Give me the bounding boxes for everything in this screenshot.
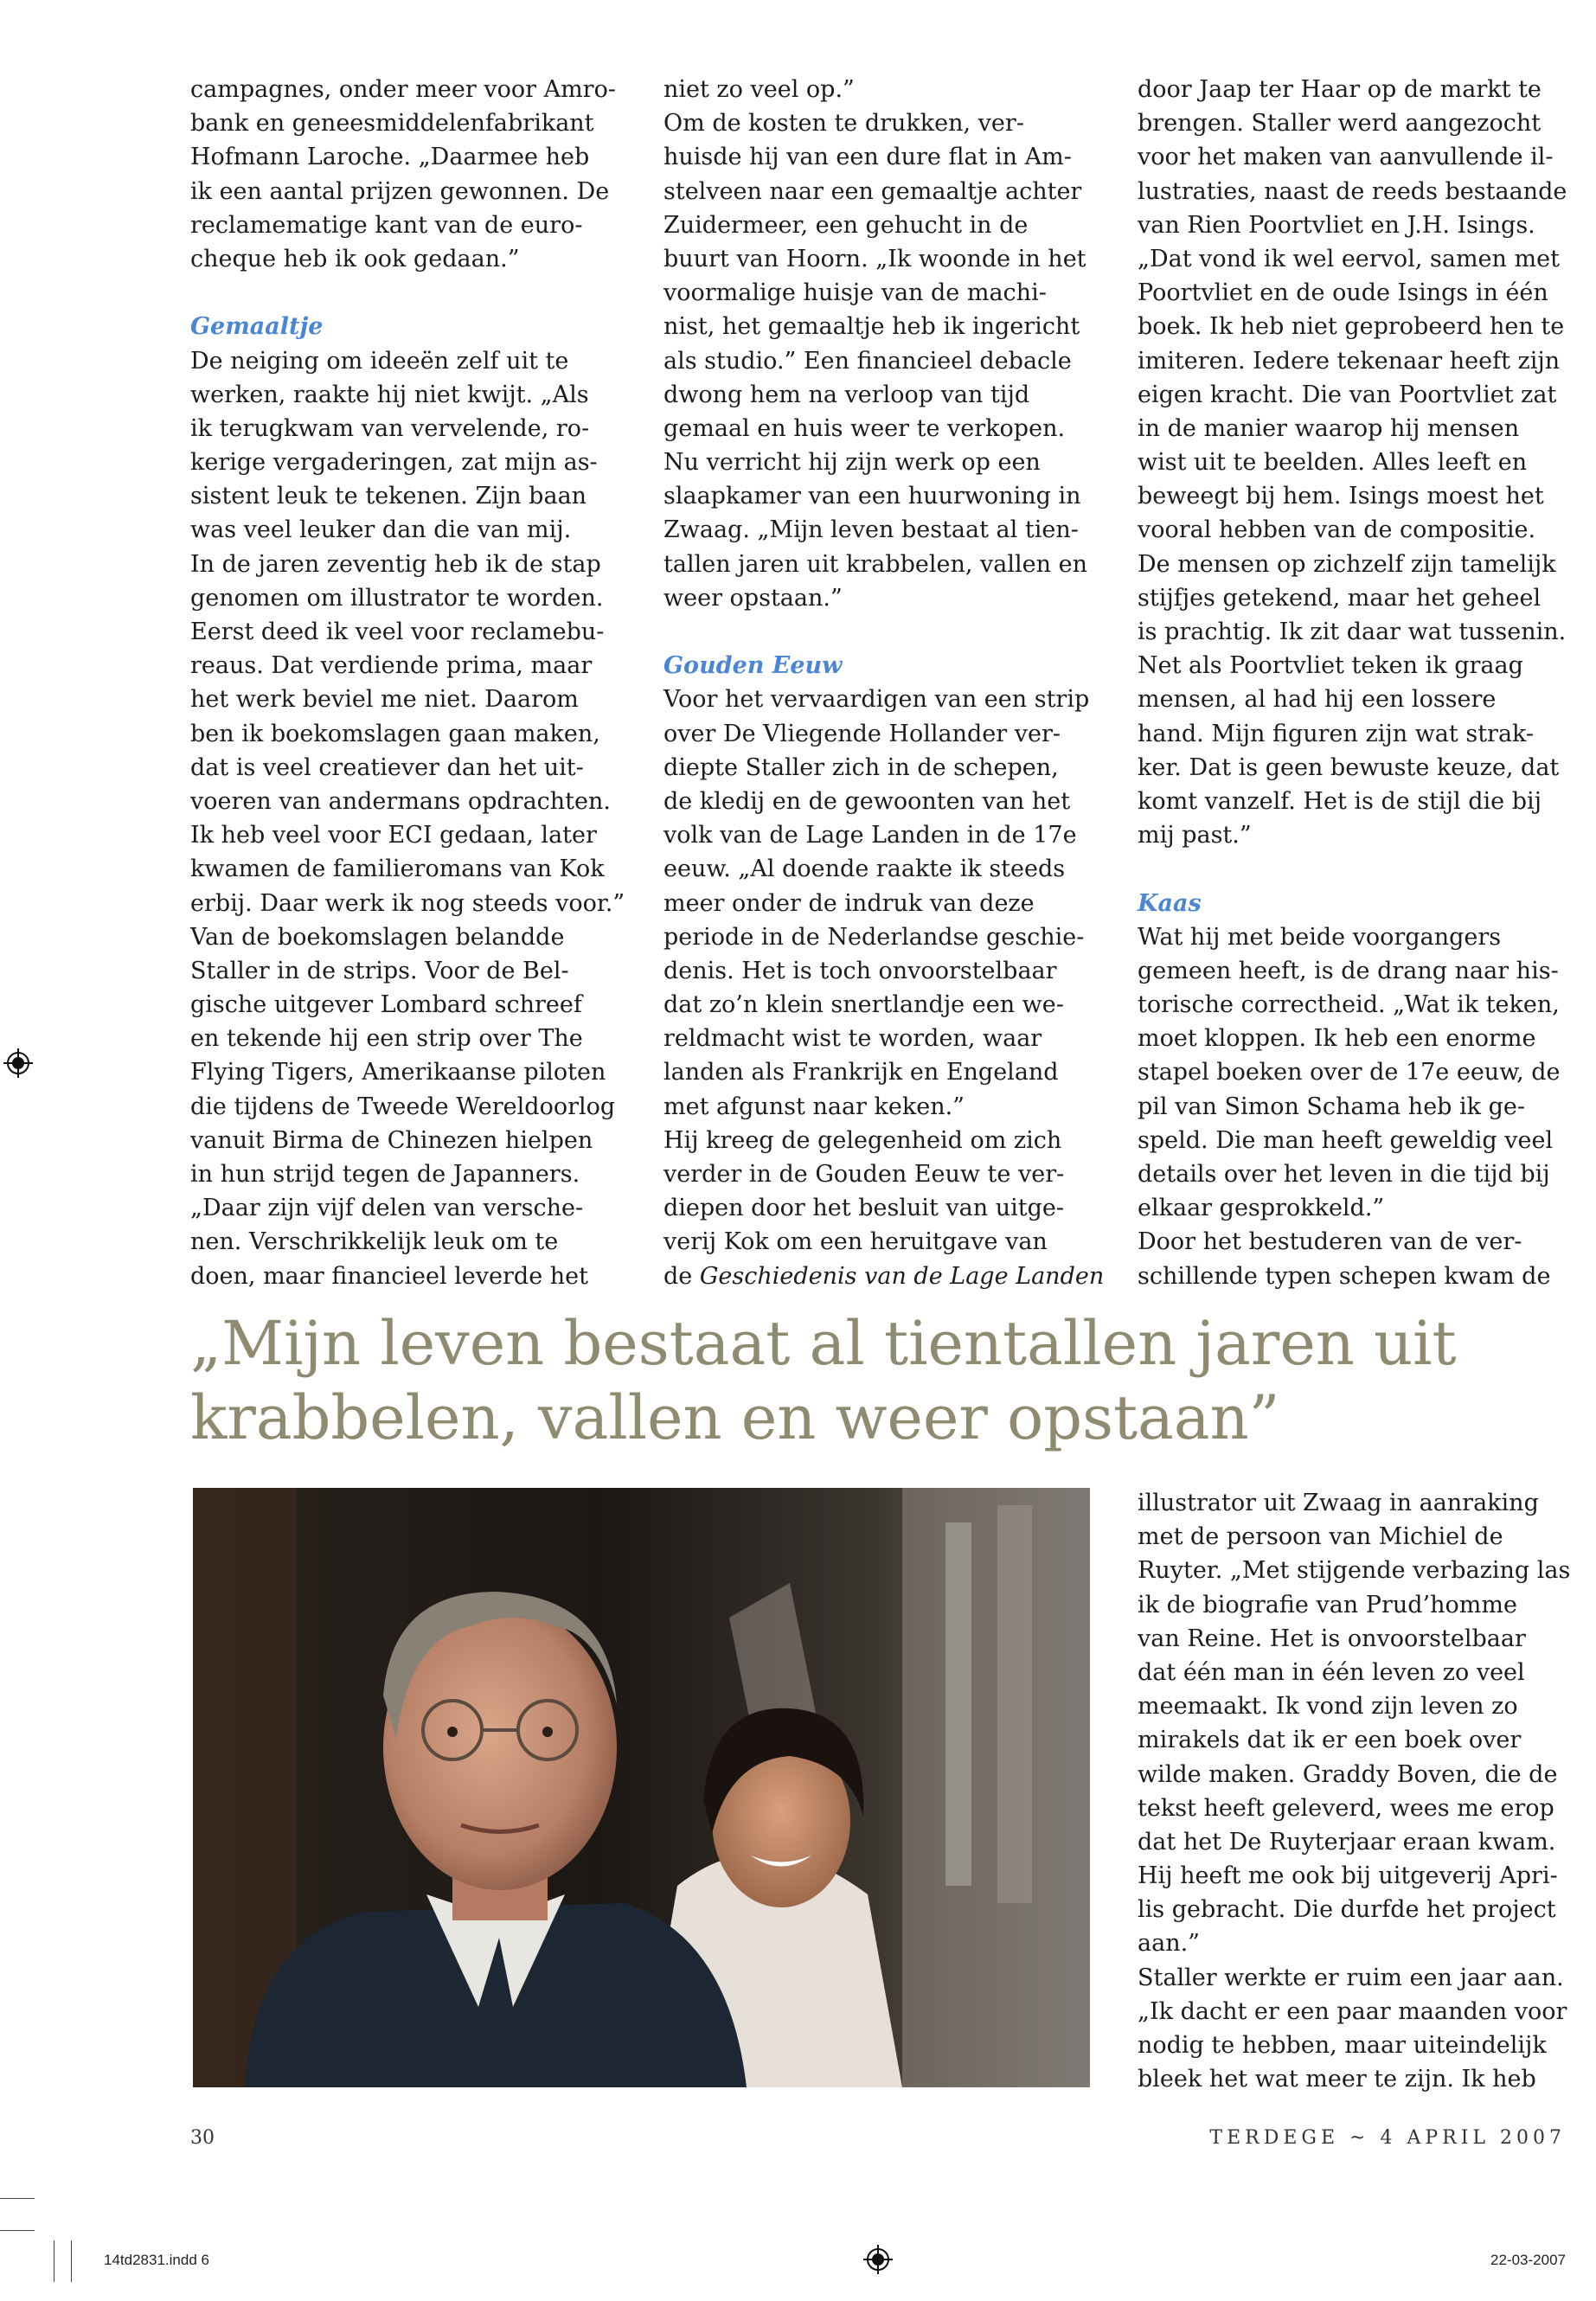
- pull-quote-line-1: „Mijn leven bestaat al tientallen jaren uit: [190, 1308, 1457, 1379]
- text-line: het werk beviel me niet. Daarom: [190, 686, 579, 714]
- pull-quote-line-2: krabbelen, vallen en weer opstaan”: [190, 1382, 1280, 1453]
- text-line: met de persoon van Michiel de: [1138, 1523, 1503, 1551]
- text-line: meemaakt. Ik vond zijn leven zo: [1138, 1693, 1518, 1721]
- text-line: landen als Frankrijk en Engeland: [663, 1059, 1059, 1086]
- text-line: denis. Het is toch onvoorstelbaar: [663, 957, 1057, 984]
- text-line: verij Kok om een heruitgave van: [663, 1228, 1048, 1256]
- text-line: stijfjes getekend, maar het geheel: [1138, 584, 1542, 612]
- text-line: Zwaag. „Mijn leven bestaat al tien-: [663, 516, 1079, 544]
- section-heading: Gouden Eeuw: [663, 652, 843, 680]
- text-line: lis gebracht. Die durfde het project: [1138, 1896, 1556, 1924]
- text-line: van Reine. Het is onvoorstelbaar: [1138, 1625, 1526, 1652]
- text-line: torische correctheid. „Wat ik teken,: [1138, 991, 1560, 1019]
- crop-mark-horizontal-1: [0, 2198, 35, 2199]
- text-line: weer opstaan.”: [663, 584, 843, 612]
- text-line: reldmacht wist te worden, waar: [663, 1025, 1042, 1053]
- text-line: nist, het gemaaltje heb ik ingericht: [663, 313, 1080, 341]
- text-line: Flying Tigers, Amerikaanse piloten: [190, 1059, 606, 1086]
- text-line: wist uit te beelden. Alles leeft en: [1138, 449, 1528, 477]
- text-line: Net als Poortvliet teken ik graag: [1138, 652, 1523, 680]
- crop-mark-horizontal-2: [0, 2230, 35, 2231]
- text-line: mirakels dat ik er een boek over: [1138, 1727, 1522, 1754]
- text-line: Staller werkte er ruim een jaar aan.: [1138, 1964, 1564, 1991]
- paragraph-gap: [1138, 852, 1574, 886]
- text-line: details over het leven in die tijd bij: [1138, 1161, 1550, 1188]
- text-line: verder in de Gouden Eeuw te ver-: [663, 1161, 1065, 1188]
- text-line: was veel leuker dan die van mij.: [190, 516, 572, 544]
- text-line: kerige vergaderingen, zat mijn as-: [190, 449, 598, 477]
- text-line: illustrator uit Zwaag in aanraking: [1138, 1490, 1539, 1516]
- text-line: sistent leuk te tekenen. Zijn baan: [190, 483, 587, 510]
- text-line: gemeen heeft, is de drang naar his-: [1138, 957, 1559, 984]
- text-line: komt vanzelf. Het is de stijl die bij: [1138, 787, 1542, 815]
- portrait-photo: [193, 1488, 1090, 2087]
- text-line: eeuw. „Al doende raakte ik steeds: [663, 856, 1066, 883]
- text-line: werken, raakte hij niet kwijt. „Als: [190, 381, 589, 408]
- text-line: ben ik boekomslagen gaan maken,: [190, 720, 600, 747]
- text-line: wilde maken. Graddy Boven, die de: [1138, 1760, 1558, 1788]
- text-line: Eerst deed ik veel voor reclamebu-: [190, 619, 605, 645]
- text-line: De neiging om ideeën zelf uit te: [190, 347, 569, 375]
- text-line: buurt van Hoorn. „Ik woonde in het: [663, 245, 1086, 272]
- text-line: cheque heb ik ook gedaan.”: [190, 245, 520, 272]
- text-line: met afgunst naar keken.”: [663, 1093, 965, 1120]
- text-column-2: [663, 73, 1105, 1293]
- text-line: genomen om illustrator te worden.: [190, 584, 604, 612]
- text-line: lustraties, naast de reeds bestaande: [1138, 177, 1567, 205]
- text-line: volk van de Lage Landen in de 17e: [663, 822, 1077, 849]
- text-line: „Ik dacht er een paar maanden voor: [1138, 1997, 1567, 2025]
- text-line: dat is veel creatiever dan het uit-: [190, 753, 584, 781]
- text-line: ik een aantal prijzen gewonnen. De: [190, 177, 610, 205]
- text-line: meer onder de indruk van deze: [663, 889, 1035, 917]
- page-number: 30: [190, 2127, 215, 2149]
- text-line: „Daar zijn vijf delen van versche-: [190, 1195, 584, 1222]
- text-line: van Rien Poortvliet en J.H. Isings.: [1138, 211, 1535, 239]
- text-line: voormalige huisje van de machi-: [663, 279, 1047, 307]
- slug-date: 22-03-2007: [1490, 2252, 1566, 2268]
- text-line: periode in de Nederlandse geschie-: [663, 923, 1085, 951]
- text-line: boek. Ik heb niet geprobeerd hen te: [1138, 313, 1565, 341]
- text-line: eigen kracht. Die van Poortvliet zat: [1138, 381, 1557, 408]
- text-line: dwong hem na verloop van tijd: [663, 381, 1030, 408]
- text-line: Poortvliet en de oude Isings in één: [1138, 279, 1548, 307]
- text-line: doen, maar financieel leverde het: [190, 1262, 588, 1290]
- text-line: in hun strijd tegen de Japanners.: [190, 1161, 580, 1188]
- pull-quote: [190, 1306, 1457, 1455]
- section-heading: Kaas: [1138, 889, 1202, 917]
- text-column-4: [1138, 1486, 1574, 2096]
- text-line: mij past.”: [1138, 822, 1252, 849]
- text-line: stapel boeken over de 17e eeuw, de: [1138, 1059, 1561, 1086]
- text-line: pil van Simon Schama heb ik ge-: [1138, 1093, 1526, 1120]
- text-line: stelveen naar een gemaaltje achter: [663, 177, 1082, 205]
- text-line: In de jaren zeventig heb ik de stap: [190, 550, 601, 578]
- text-line: Om de kosten te drukken, ver-: [663, 110, 1024, 138]
- text-line: voor het maken van aanvullende il-: [1138, 144, 1554, 171]
- text-line: door Jaap ter Haar op de markt te: [1138, 76, 1542, 103]
- text-line: dat één man in één leven zo veel: [1138, 1658, 1525, 1686]
- text-line: tekst heeft geleverd, wees me erop: [1138, 1794, 1554, 1822]
- text-line: „Dat vond ik wel eervol, samen met: [1138, 245, 1560, 272]
- text-line: Van de boekomslagen belandde: [190, 923, 565, 951]
- text-line: Hofmann Laroche. „Daarmee heb: [190, 144, 590, 171]
- text-line: Staller in de strips. Voor de Bel-: [190, 957, 569, 984]
- registration-mark-bottom-icon: [863, 2245, 893, 2274]
- text-line: brengen. Staller werd aangezocht: [1138, 110, 1542, 138]
- section-heading: Gemaaltje: [190, 313, 324, 341]
- text-column-3: [1138, 73, 1574, 1293]
- text-line: tallen jaren uit krabbelen, vallen en: [663, 550, 1087, 578]
- text-line: ker. Dat is geen bewuste keuze, dat: [1138, 753, 1560, 781]
- text-line: nen. Verschrikkelijk leuk om te: [190, 1228, 559, 1256]
- text-line: Voor het vervaardigen van een strip: [663, 686, 1090, 714]
- text-line: die tijdens de Tweede Wereldoorlog: [190, 1093, 616, 1120]
- paragraph-gap: [190, 276, 627, 310]
- text-line: de kledij en de gewoonten van het: [663, 787, 1071, 815]
- text-line: Zuidermeer, een gehucht in de: [663, 211, 1029, 239]
- text-line: in de manier waarop hij mensen: [1138, 414, 1520, 442]
- paragraph-gap: [663, 615, 1100, 649]
- registration-mark-left-icon: [3, 1048, 33, 1078]
- text-line: moet kloppen. Ik heb een enorme: [1138, 1025, 1536, 1053]
- text-line: Wat hij met beide voorgangers: [1138, 923, 1502, 951]
- slug-filename: 14td2831.indd 6: [104, 2252, 209, 2268]
- text-line: kwamen de familieromans van Kok: [190, 856, 605, 883]
- text-line: aan.”: [1138, 1930, 1200, 1958]
- text-line: ik de biografie van Prud’homme: [1138, 1591, 1517, 1618]
- text-line: Hij heeft me ook bij uitgeverij Apri-: [1138, 1862, 1558, 1890]
- text-line: dat zo’n klein snertlandje een we-: [663, 991, 1064, 1019]
- text-line: mensen, al had hij een lossere: [1138, 686, 1497, 714]
- text-line: gemaal en huis weer te verkopen.: [663, 414, 1066, 442]
- text-line: voeren van andermans opdrachten.: [190, 787, 611, 815]
- text-line: vooral hebben van de compositie.: [1138, 516, 1536, 544]
- text-line: slaapkamer van een huurwoning in: [663, 483, 1081, 510]
- text-line: beweegt bij hem. Isings moest het: [1138, 483, 1544, 510]
- text-line: De mensen op zichzelf zijn tamelijk: [1138, 550, 1556, 578]
- text-line: campagnes, onder meer voor Amro-: [190, 76, 616, 103]
- text-line: bleek het wat meer te zijn. Ik heb: [1138, 2066, 1536, 2093]
- text-line: als studio.” Een financieel debacle: [663, 347, 1072, 375]
- text-line: reclamematige kant van de euro-: [190, 211, 583, 239]
- italic-title: Geschiedenis van de Lage Landen: [699, 1262, 1105, 1290]
- text-line: Nu verricht hij zijn werk op een: [663, 449, 1041, 477]
- text-line: niet zo veel op.”: [663, 76, 855, 103]
- text-line: huisde hij van een dure flat in Am-: [663, 144, 1072, 171]
- text-line: schillende typen schepen kwam de: [1138, 1262, 1551, 1290]
- text-line: nodig te hebben, maar uiteindelijk: [1138, 2032, 1547, 2059]
- text-line: reaus. Dat verdiende prima, maar: [190, 652, 593, 680]
- text-line: bank en geneesmiddelenfabrikant: [190, 110, 594, 138]
- text-column-1: [190, 73, 627, 1293]
- text-line: Door het bestuderen van de ver-: [1138, 1228, 1522, 1256]
- text-line: hand. Mijn figuren zijn wat strak-: [1138, 720, 1535, 747]
- text-line: en tekende hij een strip over The: [190, 1025, 583, 1053]
- text-line: Hij kreeg de gelegenheid om zich: [663, 1126, 1062, 1154]
- text-line: gische uitgever Lombard schreef: [190, 991, 582, 1019]
- crop-mark-vertical-2: [71, 2240, 72, 2282]
- text-line: is prachtig. Ik zit daar wat tussenin.: [1138, 619, 1567, 645]
- running-footer: TERDEGE ~ 4 APRIL 2007: [1209, 2127, 1566, 2149]
- text-line: vanuit Birma de Chinezen hielpen: [190, 1126, 593, 1154]
- text-line: [663, 1259, 1105, 1293]
- text-line: ik terugkwam van vervelende, ro-: [190, 414, 590, 442]
- text-line-run: de: [663, 1262, 700, 1290]
- text-line: erbij. Daar werk ik nog steeds voor.”: [190, 889, 625, 917]
- text-line: over De Vliegende Hollander ver-: [663, 720, 1061, 747]
- text-line: imiteren. Iedere tekenaar heeft zijn: [1138, 347, 1561, 375]
- text-line: diepte Staller zich in de schepen,: [663, 753, 1059, 781]
- text-line: diepen door het besluit van uitge-: [663, 1195, 1065, 1222]
- text-line: elkaar gesprokkeld.”: [1138, 1195, 1385, 1222]
- text-line: Ruyter. „Met stijgende verbazing las: [1138, 1557, 1571, 1585]
- text-line: dat het De Ruyterjaar eraan kwam.: [1138, 1828, 1556, 1856]
- text-line: speld. Die man heeft geweldig veel: [1138, 1126, 1554, 1154]
- text-line: Ik heb veel voor ECI gedaan, later: [190, 822, 597, 849]
